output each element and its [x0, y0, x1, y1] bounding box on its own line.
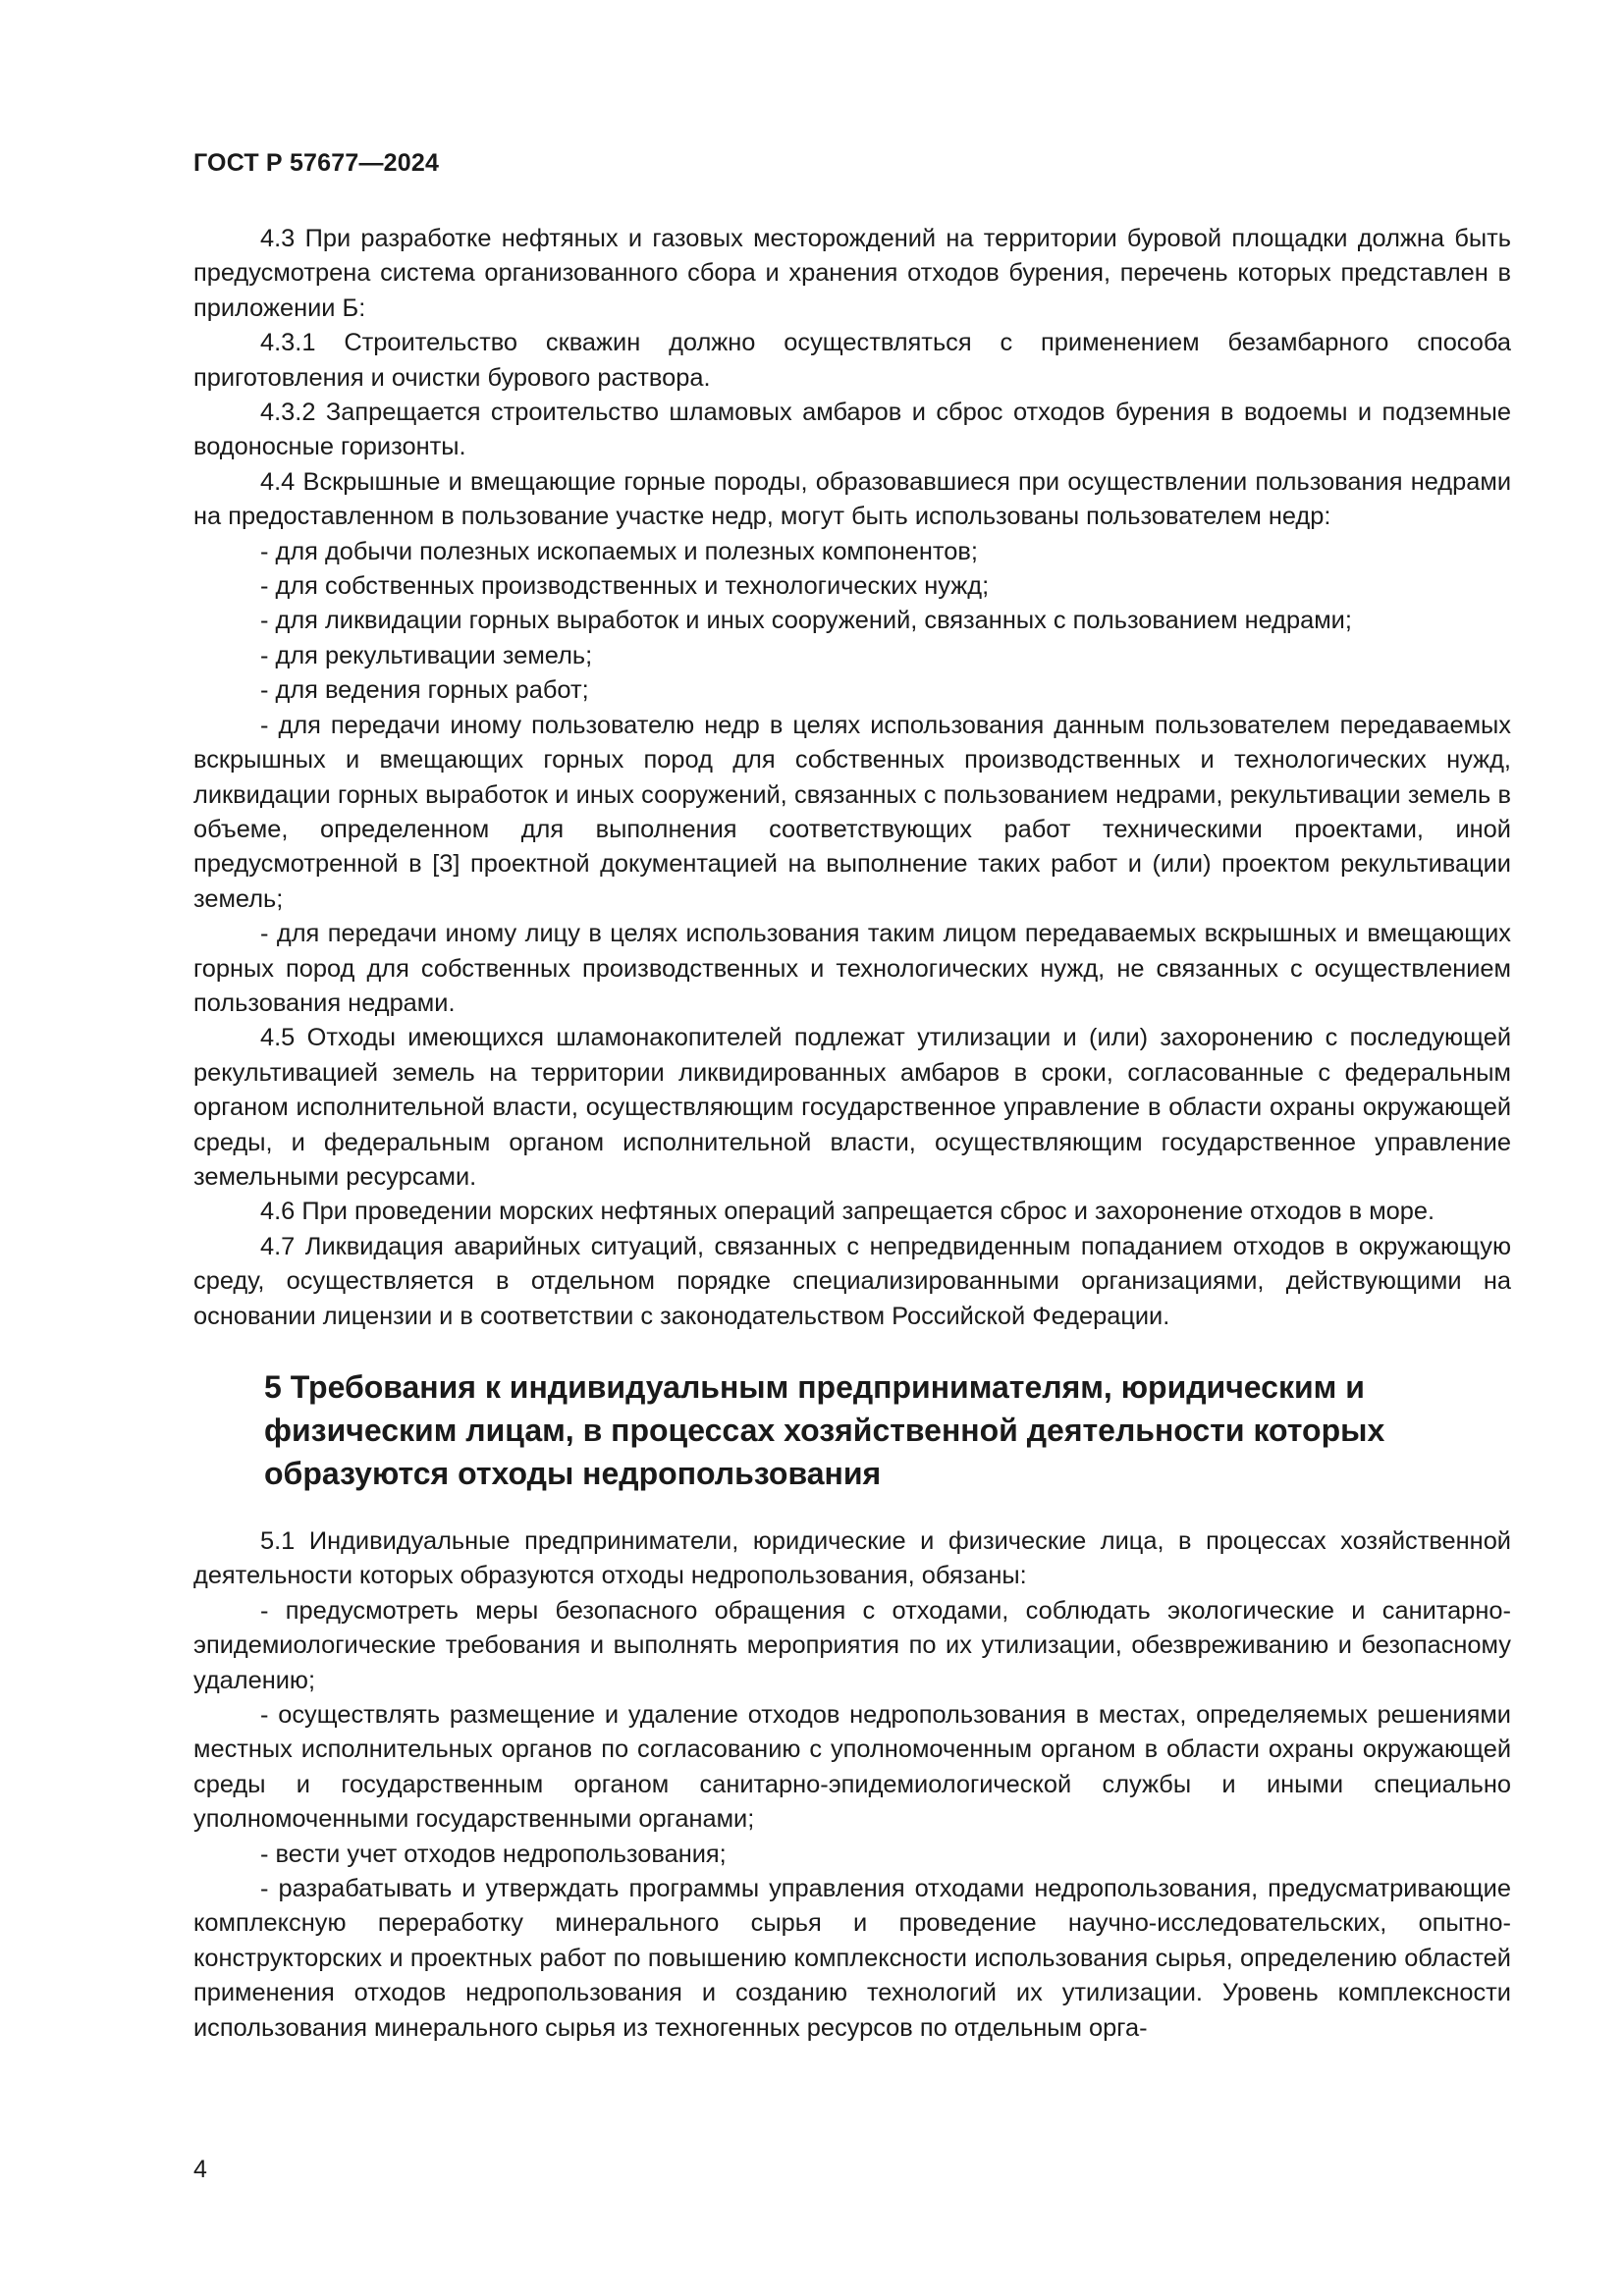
- list-item: - для ликвидации горных выработок и иных сооружений, связанных с пользованием недрами;: [260, 607, 1352, 635]
- list-item: - для добычи полезных ископаемых и полезных компонентов;: [260, 537, 978, 565]
- paragraph-4-3: 4.3 При разработке нефтяных и газовых месторождений на территории буровой площадки должна быть предусмотрена система организованного сбора и хранения отходов бурения, перечень которых представлен в приложении Б:: [193, 225, 1511, 322]
- list-item: - для ведения горных работ;: [260, 676, 589, 705]
- paragraph-4-3-2: 4.3.2 Запрещается строительство шламовых амбаров и сброс отходов бурения в водоемы и подземные водоносные горизонты.: [193, 399, 1511, 461]
- list-item: - для передачи иному лицу в целях использования таким лицом передаваемых вскрышных и вмещающих горных пород для собственных производственных и технологических нужд, не связанных с осуществлением пользования недрами.: [193, 920, 1511, 1017]
- paragraph-4-3-1: 4.3.1 Строительство скважин должно осуществляться с применением безамбарного способа приготовления и очистки бурового раствора.: [193, 329, 1511, 392]
- section-5-heading: 5 Требования к индивидуальным предпринимателям, юридическим и физическим лицам, в процессах хозяйственной деятельности которых образуются отходы недропользования: [264, 1369, 1385, 1491]
- list-item: - предусмотреть меры безопасного обращения с отходами, соблюдать экологические и санитарно-эпидемиологические требования и выполнять мероприятия по их утилизации, обезвреживанию и безопасному удалению;: [193, 1596, 1511, 1694]
- paragraph-4-4: 4.4 Вскрышные и вмещающие горные породы, образовавшиеся при осуществлении пользования недрами на предоставленном в пользование участке недр, могут быть использованы пользователем недр:: [193, 467, 1511, 531]
- paragraph-4-7: 4.7 Ликвидация аварийных ситуаций, связанных с непредвиденным попаданием отходов в окружающую среду, осуществляется в отдельном порядке специализированными организациями, действующими на основании лицензии и в соответствии с законодательством Российской Федерации.: [193, 1232, 1511, 1330]
- paragraph-4-6: 4.6 При проведении морских нефтяных операций запрещается сброс и захоронение отходов в море.: [260, 1198, 1435, 1226]
- list-item: - вести учет отходов недропользования;: [260, 1840, 727, 1868]
- page-number: 4: [193, 2156, 207, 2183]
- list-item: - разрабатывать и утверждать программы управления отходами недропользования, предусматривающие комплексную переработку минерального сырья и проведение научно-исследовательских, опытно-конструкторских и проектных работ по повышению комплексности использования сырья, определению областей применения отходов недропользования и созданию технологий их утилизации. Уровень комплексности использования минерального сырья из техногенных ресурсов по отдельным орга-: [193, 1875, 1511, 2042]
- list-item: - осуществлять размещение и удаление отходов недропользования в местах, определяемых решениями местных исполнительных органов по согласованию с уполномоченным органом в области охраны окружающей среды и государственным органом санитарно-эпидемиологической службы и иными специально уполномоченными государственными органами;: [193, 1701, 1511, 1834]
- list-item: - для передачи иному пользователю недр в целях использования данным пользователем передаваемых вскрышных и вмещающих горных пород для собственных производственных и технологических нужд, ликвидации горных выработок и иных сооружений, связанных с пользованием недрами, рекультивации земель в объеме, определенном для выполнения соответствующих работ техническими проектами, иной предусмотренной в [3] проектной документацией на выполнение таких работ и (или) проектом рекультивации земель;: [193, 711, 1511, 913]
- list-item: - для рекультивации земель;: [260, 641, 593, 669]
- list-item: - для собственных производственных и технологических нужд;: [260, 572, 990, 601]
- document-body: [193, 222, 1511, 2046]
- paragraph-5-1: 5.1 Индивидуальные предприниматели, юридические и физические лица, в процессах хозяйственной деятельности которых образуются отходы недропользования, обязаны:: [193, 1527, 1511, 1590]
- document-code: ГОСТ Р 57677—2024: [193, 149, 440, 177]
- paragraph-4-5: 4.5 Отходы имеющихся шламонакопителей подлежат утилизации и (или) захоронению с последующей рекультивацией земель на территории ликвидированных амбаров в сроки, согласованные с федеральным органом исполнительной власти, осуществляющим государственное управление в области охраны окружающей среды, и федеральным органом исполнительной власти, осуществляющим государственное управление земельными ресурсами.: [193, 1024, 1511, 1191]
